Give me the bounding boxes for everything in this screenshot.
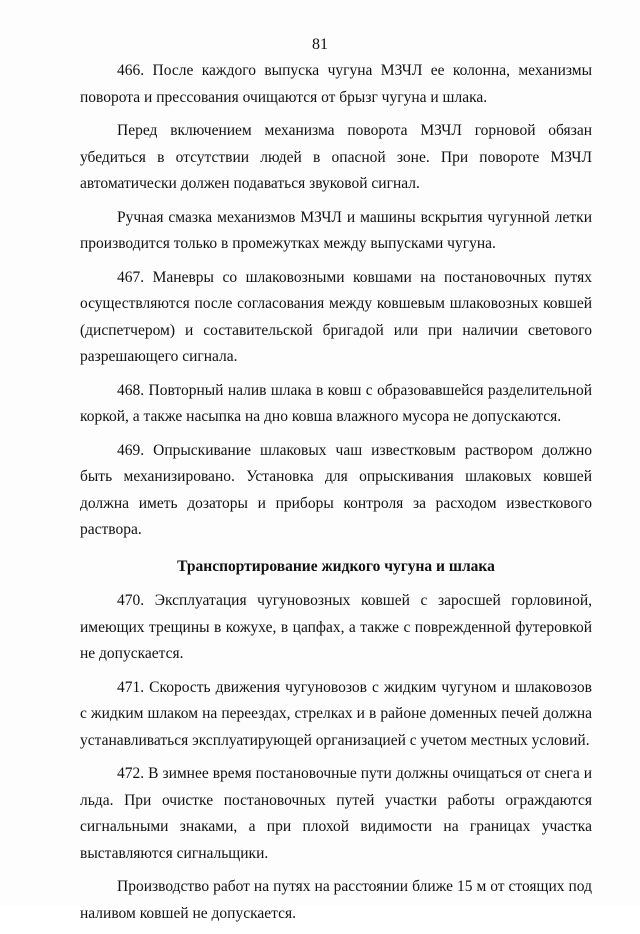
paragraph-472-works: Производство работ на путях на расстоянии ближе 15 м от стоящих под наливом ковшей не допускается. — [80, 878, 592, 922]
paragraph-466-rotation: Перед включением механизма поворота МЗЧЛ горновой обязан убедиться в отсутствии людей в опасной зоне. При повороте МЗЧЛ автоматически должен подаваться звуковой сигнал. — [80, 122, 592, 192]
section-heading: Транспортирование жидкого чугуна и шлака — [177, 557, 495, 575]
paragraph-471: 471. Скорость движения чугуновозов с жидким чугуном и шлаковозов с жидким шлаком на переездах, стрелках и в районе доменных печей должна устанавливаться эксплуатирующей организацией с учетом местных условий. — [80, 678, 592, 749]
paragraph-469: 469. Опрыскивание шлаковых чаш известковым раствором должно быть механизировано. Установка для опрыскивания шлаковых ковшей должна иметь дозаторы и приборы контроля за расходом известкового раствора. — [80, 441, 592, 538]
paragraph-472: 472. В зимнее время постановочные пути должны очищаться от снега и льда. При очистке постановочных путей участки работы ограждаются сигнальными знаками, а при плохой видимости на границах участка выставляются сигнальщики. — [80, 765, 592, 862]
page-number: 81 — [312, 36, 328, 53]
paragraph-466: 466. После каждого выпуска чугуна МЗЧЛ ее колонна, механизмы поворота и прессования очищаются от брызг чугуна и шлака. — [80, 62, 592, 106]
paragraph-470: 470. Эксплуатация чугуновозных ковшей с заросшей горловиной, имеющих трещины в кожухе, в цапфах, а также с поврежденной футеровкой не допускается. — [80, 592, 592, 662]
paragraph-468: 468. Повторный налив шлака в ковш с образовавшейся разделительной коркой, а также насыпка на дно ковша влажного мусора не допускаются. — [80, 381, 592, 425]
document-body — [80, 58, 592, 934]
paragraph-466-lubrication: Ручная смазка механизмов МЗЧЛ и машины вскрытия чугунной летки производится только в промежутках между выпусками чугуна. — [80, 208, 592, 252]
paragraph-467: 467. Маневры со шлаковозными ковшами на постановочных путях осуществляются после согласования между ковшевым шлаковозных ковшей (диспетчером) и составительской бригадой или при наличии светового разрешающего сигнала. — [80, 268, 592, 365]
